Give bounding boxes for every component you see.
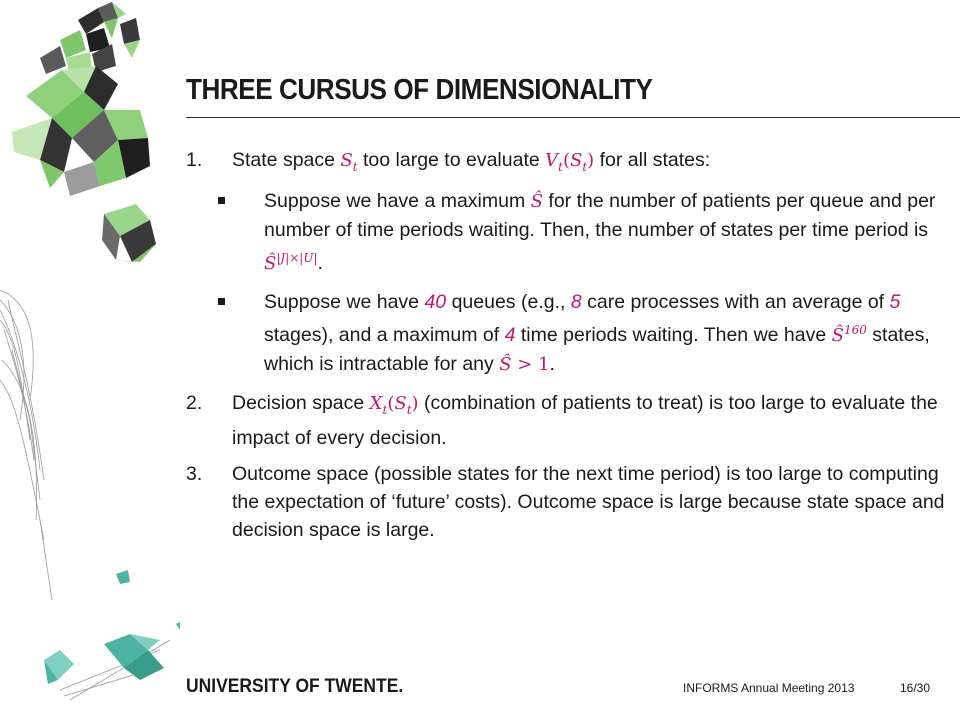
math-subscript: t bbox=[558, 159, 563, 174]
square-bullet-icon bbox=[218, 298, 225, 305]
item-number: 2. bbox=[186, 391, 203, 414]
math-subscript: t bbox=[582, 159, 588, 174]
university-logo: UNIVERSITY OF TWENTE. bbox=[186, 676, 404, 697]
sub-text: states, which is intractable for any bbox=[264, 323, 930, 375]
sub-text: stages), and a maximum of bbox=[264, 323, 505, 346]
highlight-number: 5 bbox=[889, 290, 901, 313]
math-symbol: X bbox=[369, 392, 383, 414]
sub-text: Suppose we have a maximum bbox=[264, 189, 531, 212]
page-number: 16/30 bbox=[900, 681, 931, 695]
math-symbol: Ŝ bbox=[530, 190, 543, 212]
meeting-label: INFORMS Annual Meeting 2013 bbox=[683, 681, 855, 695]
item-number: 1. bbox=[186, 149, 203, 171]
sub-text: Suppose we have bbox=[264, 290, 425, 313]
sub-text: queues (e.g., bbox=[446, 290, 571, 313]
list-item-1 bbox=[186, 146, 946, 379]
math-subscript: t bbox=[352, 159, 358, 174]
slide-title: THREE CURSUS OF DIMENSIONALITY bbox=[186, 74, 653, 106]
math-symbol: Ŝ bbox=[499, 353, 512, 375]
highlight-number: 4 bbox=[504, 323, 516, 346]
math-symbol: S bbox=[394, 392, 407, 414]
item-text: Outcome space (possible states for the next time period) is too large to computing the expectation of ‘future’ costs). Outcome space is large because state space and decision space is large. bbox=[232, 462, 945, 541]
item-number: 3. bbox=[186, 462, 203, 485]
math-inequality: > 1 bbox=[511, 353, 550, 375]
math-subscript: t bbox=[382, 402, 388, 417]
list-item-2 bbox=[186, 389, 946, 452]
square-bullet-icon bbox=[218, 197, 225, 204]
math-superscript: 160 bbox=[843, 322, 867, 337]
math-paren: ( bbox=[562, 150, 570, 171]
math-symbol: V bbox=[545, 150, 559, 171]
sub-item-2 bbox=[186, 288, 946, 379]
item-text: too large to evaluate bbox=[357, 149, 546, 171]
slide-body bbox=[186, 146, 946, 552]
sub-text: . bbox=[549, 352, 555, 375]
sub-text: . bbox=[317, 251, 323, 274]
sub-item-1 bbox=[186, 187, 946, 278]
math-symbol: Ŝ bbox=[264, 252, 277, 274]
item-text: Decision space bbox=[232, 391, 370, 414]
math-paren: ) bbox=[411, 392, 419, 414]
math-symbol: S bbox=[569, 150, 583, 171]
sub-text: time periods waiting. Then we have bbox=[515, 323, 832, 346]
title-divider bbox=[186, 117, 960, 118]
math-superscript: |J|×|U| bbox=[276, 250, 318, 265]
highlight-number: 8 bbox=[570, 290, 582, 313]
item-text: State space bbox=[232, 149, 341, 171]
highlight-number: 40 bbox=[424, 290, 447, 313]
item-text: (combination of patients to treat) is too large to evaluate the impact of every decision. bbox=[232, 391, 938, 449]
math-subscript: t bbox=[406, 402, 412, 417]
decorative-graphic bbox=[0, 0, 180, 720]
item-text: for all states: bbox=[594, 149, 711, 171]
sub-text: for the number of patients per queue and per number of time periods waiting. Then, the number of states per time period is bbox=[264, 189, 936, 241]
math-paren: ) bbox=[587, 150, 595, 171]
math-paren: ( bbox=[387, 392, 395, 414]
list-item-3 bbox=[186, 460, 946, 544]
math-symbol: S bbox=[340, 150, 353, 171]
math-symbol: Ŝ bbox=[831, 324, 844, 346]
sub-text: care processes with an average of bbox=[581, 290, 890, 313]
